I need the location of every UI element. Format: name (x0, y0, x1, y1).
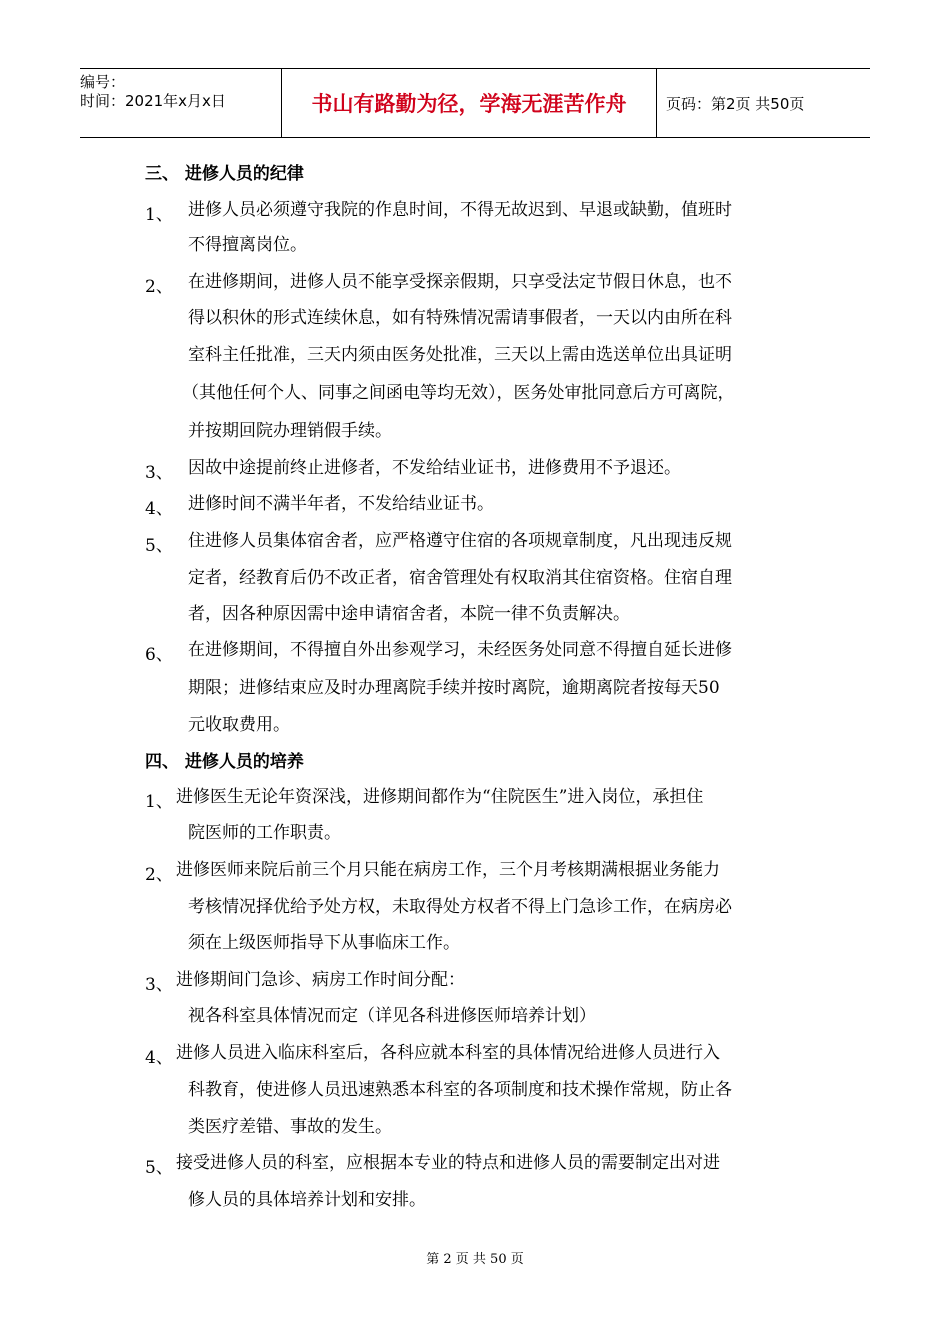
list-number: 3、 (145, 975, 173, 995)
list-item-line: 进修期间门急诊、病房工作时间分配： (176, 970, 465, 990)
list-number: 1、 (145, 205, 173, 225)
list-number: 3、 (145, 463, 173, 483)
list-item-line: 接受进修人员的科室，应根据本专业的特点和进修人员的需要制定出对进 (176, 1153, 720, 1173)
list-item-line: 在进修期间，不得擅自外出参观学习，未经医务处同意不得擅自延长进修 (188, 640, 732, 660)
header-page-info: 页码：第2页 共50页 (666, 94, 805, 113)
list-item-line: （其他任何个人、同事之间函电等均无效），医务处审批同意后方可离院， (182, 383, 735, 403)
list-item-line: 得以积休的形式连续休息，如有特殊情况需请事假者，一天以内由所在科 (188, 308, 732, 328)
list-item-line: 考核情况择优给予处方权，未取得处方权者不得上门急诊工作，在病房必 (188, 897, 732, 917)
list-item-line: 室科主任批准，三天内须由医务处批准，三天以上需由选送单位出具证明 (188, 345, 732, 365)
list-number: 2、 (145, 277, 173, 297)
page-footer: 第 2 页 共 50 页 (426, 1252, 524, 1267)
list-item-line: 住进修人员集体宿舍者，应严格遵守住宿的各项规章制度，凡出现违反规 (188, 531, 732, 551)
list-item-line: 在进修期间，进修人员不能享受探亲假期，只享受法定节假日休息，也不 (188, 272, 732, 292)
section-title: 三、 进修人员的纪律 (145, 164, 304, 184)
list-item-line: 进修人员必须遵守我院的作息时间，不得无故迟到、早退或缺勤，值班时 (188, 200, 732, 220)
list-number: 1、 (145, 792, 173, 812)
header-left (80, 69, 281, 141)
list-item-line: 须在上级医师指导下从事临床工作。 (188, 933, 460, 953)
list-item-line: 并按期回院办理销假手续。 (188, 421, 392, 441)
list-item-line: 者，因各种原因需中途申请宿舍者，本院一律不负责解决。 (188, 604, 630, 624)
list-number: 6、 (145, 645, 173, 665)
list-number: 2、 (145, 865, 173, 885)
list-number: 4、 (145, 499, 173, 519)
list-item-line: 类医疗差错、事故的发生。 (188, 1117, 392, 1137)
list-item-line: 不得擅离岗位。 (188, 235, 307, 255)
header-motto: 书山有路勤为径，学海无涯苦作舟 (281, 69, 657, 137)
list-item-line: 科教育，使进修人员迅速熟悉本科室的各项制度和技术操作常规，防止各 (188, 1080, 732, 1100)
list-number: 5、 (145, 1158, 173, 1178)
list-item-line: 院医师的工作职责。 (188, 823, 341, 843)
page-header (80, 68, 870, 138)
list-item-line: 因故中途提前终止进修者，不发给结业证书，进修费用不予退还。 (188, 458, 681, 478)
list-item-line: 进修时间不满半年者，不发给结业证书。 (188, 494, 494, 514)
list-item-line: 元收取费用。 (188, 715, 290, 735)
list-item-line: 进修医生无论年资深浅，进修期间都作为“住院医生”进入岗位，承担住 (176, 787, 704, 807)
document-number-label: 编号： (80, 73, 126, 91)
list-item-line: 进修人员进入临床科室后，各科应就本科室的具体情况给进修人员进行入 (176, 1043, 720, 1063)
list-item-line: 视各科室具体情况而定（详见各科进修医师培养计划） (188, 1006, 596, 1026)
list-number: 5、 (145, 536, 173, 556)
list-item-line: 定者，经教育后仍不改正者，宿舍管理处有权取消其住宿资格。住宿自理 (188, 568, 732, 588)
list-item-line: 修人员的具体培养计划和安排。 (188, 1190, 426, 1210)
document-date: 时间：2021年x月x日 (80, 92, 226, 110)
list-item-line: 期限；进修结束应及时办理离院手续并按时离院，逾期离院者按每天50 (188, 678, 720, 698)
list-item-line: 进修医师来院后前三个月只能在病房工作，三个月考核期满根据业务能力 (176, 860, 720, 880)
section-title: 四、 进修人员的培养 (145, 752, 304, 772)
list-number: 4、 (145, 1048, 173, 1068)
